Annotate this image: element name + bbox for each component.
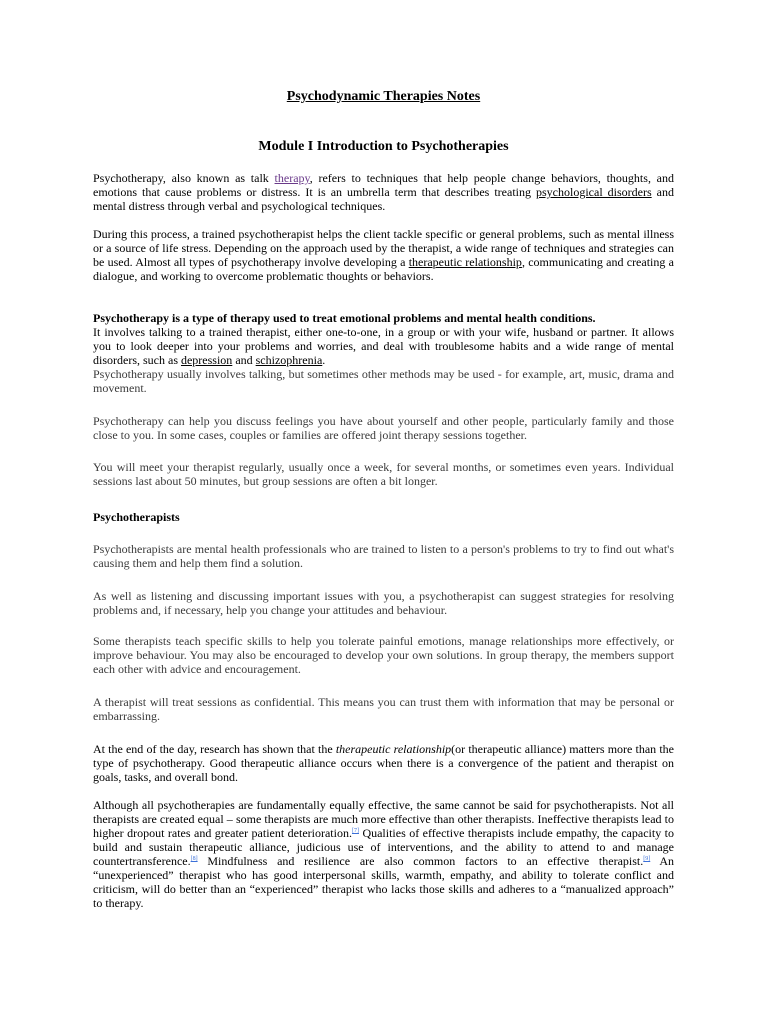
paragraph-sessions: You will meet your therapist regularly, usually once a week, for several months, or sometimes even years. Individual sessions last about 50 minutes, but group sessions are often a bit longer. bbox=[93, 460, 674, 488]
document-title: Psychodynamic Therapies Notes bbox=[286, 89, 481, 104]
paragraph-strategies: As well as listening and discussing important issues with you, a psychotherapist can suggest strategies for resolving problems and, if necessary, help you change your attitudes and behaviour. bbox=[93, 589, 674, 617]
paragraph-feelings: Psychotherapy can help you discuss feelings you have about yourself and other people, particularly family and those close to you. In some cases, couples or families are offered joint therapy sessions together. bbox=[93, 414, 674, 442]
therapeutic-relationship-link[interactable]: therapeutic relationship bbox=[408, 255, 522, 269]
therapy-link[interactable]: therapy bbox=[274, 171, 310, 185]
paragraph-alliance: At the end of the day, research has shown that the therapeutic relationship(or therapeutic alliance) matters more than the type of psychotherapy. Good therapeutic alliance occurs when there is a convergence of the patient and therapist on goals, tasks, and overall bond. bbox=[93, 742, 674, 784]
depression-link[interactable]: depression bbox=[180, 353, 233, 367]
paragraph-process: During this process, a trained psychotherapist helps the client tackle specific or general problems, such as mental illness or a source of life stress. Depending on the approach used by the therapist, a wide range of techniques and strategies can be used. Almost all types of psychotherapy involve developing a therapeutic relationship, communicating and creating a dialogue, and working to overcome problematic thoughts or behaviors. bbox=[93, 227, 674, 283]
citation-7-link[interactable]: [7] bbox=[351, 828, 359, 834]
citation-9-link[interactable]: [9] bbox=[643, 856, 651, 862]
heading-psychotherapists: Psychotherapists bbox=[93, 510, 180, 524]
paragraph-confidential: A therapist will treat sessions as confidential. This means you can trust them with information that may be personal or embarrassing. bbox=[93, 695, 674, 723]
definition-methods: Psychotherapy usually involves talking, but sometimes other methods may be used - for example, art, music, drama and movement. bbox=[93, 367, 674, 395]
module-heading: Module I Introduction to Psychotherapies bbox=[258, 139, 509, 154]
citation-8-link[interactable]: [8] bbox=[190, 856, 198, 862]
paragraph-skills: Some therapists teach specific skills to help you tolerate painful emotions, manage relationships more effectively, or improve behaviour. You may also be encouraged to develop your own solutions. In group therapy, the members support each other with advice and encouragement. bbox=[93, 634, 674, 676]
paragraph-effective-therapists: Although all psychotherapies are fundamentally equally effective, the same cannot be said for psychotherapists. Not all therapists are created equal – some therapists are much more effective than other therapists. Ineffective therapists lead to higher dropout rates and greater patient deterioration.[7] Qualities of effective therapists include empathy, the capacity to build and sustain therapeutic alliance, judicious use of interventions, and the ability to attend to and manage countertransference.[8] Mindfulness and resilience are also common factors to an effective therapist.[9] An “unexperienced” therapist who has good interpersonal skills, warmth, empathy, and ability to tolerate conflict and criticism, will do better than an “experienced” therapist who lacks those skills and adheres to a “manualized approach” to therapy. bbox=[93, 798, 674, 910]
schizophrenia-link[interactable]: schizophrenia bbox=[255, 353, 323, 367]
paragraph-intro: Psychotherapy, also known as talk therapy, refers to techniques that help people change behaviors, thoughts, and emotions that cause problems or distress. It is an umbrella term that describes treating psychological disorders and mental distress through verbal and psychological techniques. bbox=[93, 171, 675, 213]
definition-bold: Psychotherapy is a type of therapy used to treat emotional problems and mental health conditions. bbox=[93, 311, 596, 325]
paragraph-definition bbox=[93, 311, 674, 395]
psychological-disorders-link[interactable]: psychological disorders bbox=[536, 185, 652, 199]
definition-body: It involves talking to a trained therapist, either one-to-one, in a group or with your wife, husband or partner. It allows you to look deeper into your problems and worries, and deal with troublesome habits and a wide range of mental disorders, such as depression and schizophrenia. bbox=[93, 325, 674, 367]
paragraph-professionals: Psychotherapists are mental health professionals who are trained to listen to a person's problems to try to find out what's causing them and help them find a solution. bbox=[93, 542, 674, 570]
